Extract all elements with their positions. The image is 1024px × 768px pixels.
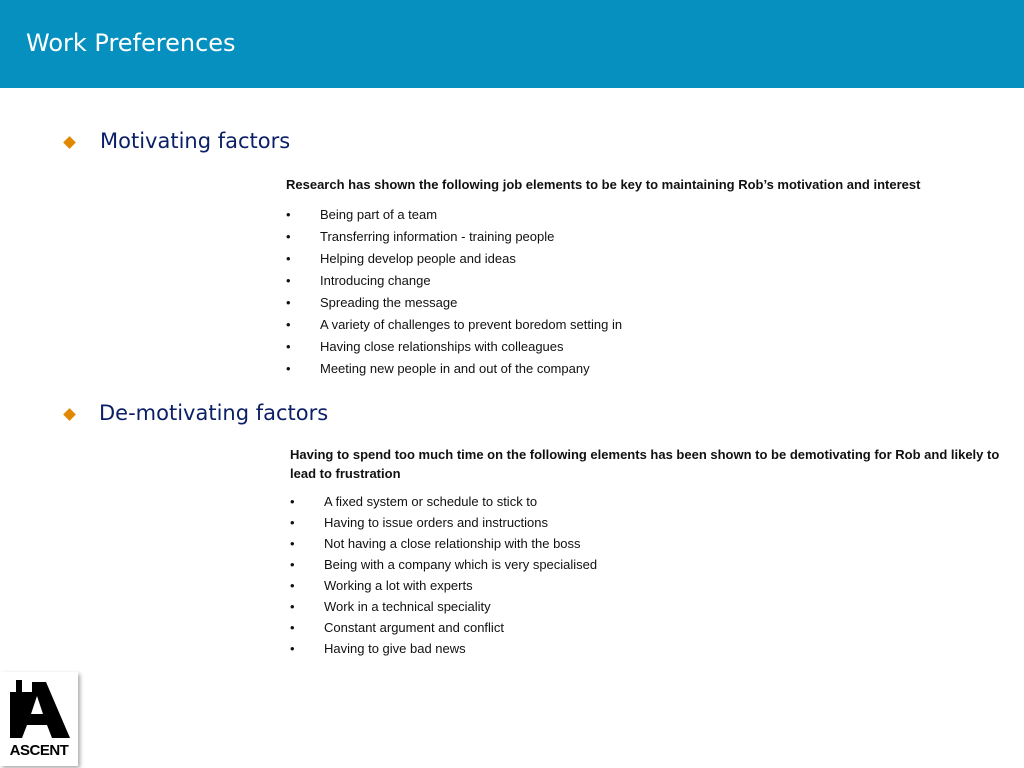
page-title: Work Preferences [26, 29, 236, 57]
section-lead-motivating: Research has shown the following job elements to be key to maintaining Rob’s motivation and interest [286, 177, 921, 192]
ascent-logo-icon [0, 672, 78, 744]
title-bar [0, 0, 1024, 88]
list-item: • Working a lot with experts [290, 578, 473, 593]
ascent-logo [0, 672, 78, 766]
demotivating-list [290, 494, 990, 662]
list-item: • Being with a company which is very specialised [290, 557, 598, 572]
list-item: • Spreading the message [286, 295, 458, 310]
list-item: • Having to give bad news [290, 641, 466, 656]
list-item: • Having close relationships with colleagues [286, 339, 564, 354]
list-item: • A fixed system or schedule to stick to [290, 494, 538, 509]
list-item: • Meeting new people in and out of the company [286, 361, 590, 376]
list-item: • Having to issue orders and instructions [290, 515, 549, 530]
list-item: • Helping develop people and ideas [286, 251, 516, 266]
motivating-list [286, 207, 986, 383]
list-item: • Work in a technical speciality [290, 599, 491, 614]
list-item: • A variety of challenges to prevent boredom setting in [286, 317, 623, 332]
section-lead-demotivating: Having to spend too much time on the following elements has been shown to be demotivating for Rob and likely to lead to frustration [290, 447, 1000, 481]
diamond-bullet-icon [63, 136, 76, 149]
list-item: • Introducing change [286, 273, 431, 288]
list-item: • Constant argument and conflict [290, 620, 504, 635]
diamond-bullet-icon [63, 408, 76, 421]
logo-text: ASCENT [9, 742, 69, 759]
section-heading-motivating: Motivating factors [100, 129, 291, 153]
list-item: • Not having a close relationship with the boss [290, 536, 581, 551]
list-item: • Being part of a team [286, 207, 438, 222]
list-item: • Transferring information - training people [286, 229, 555, 244]
section-heading-demotivating: De-motivating factors [99, 401, 329, 425]
